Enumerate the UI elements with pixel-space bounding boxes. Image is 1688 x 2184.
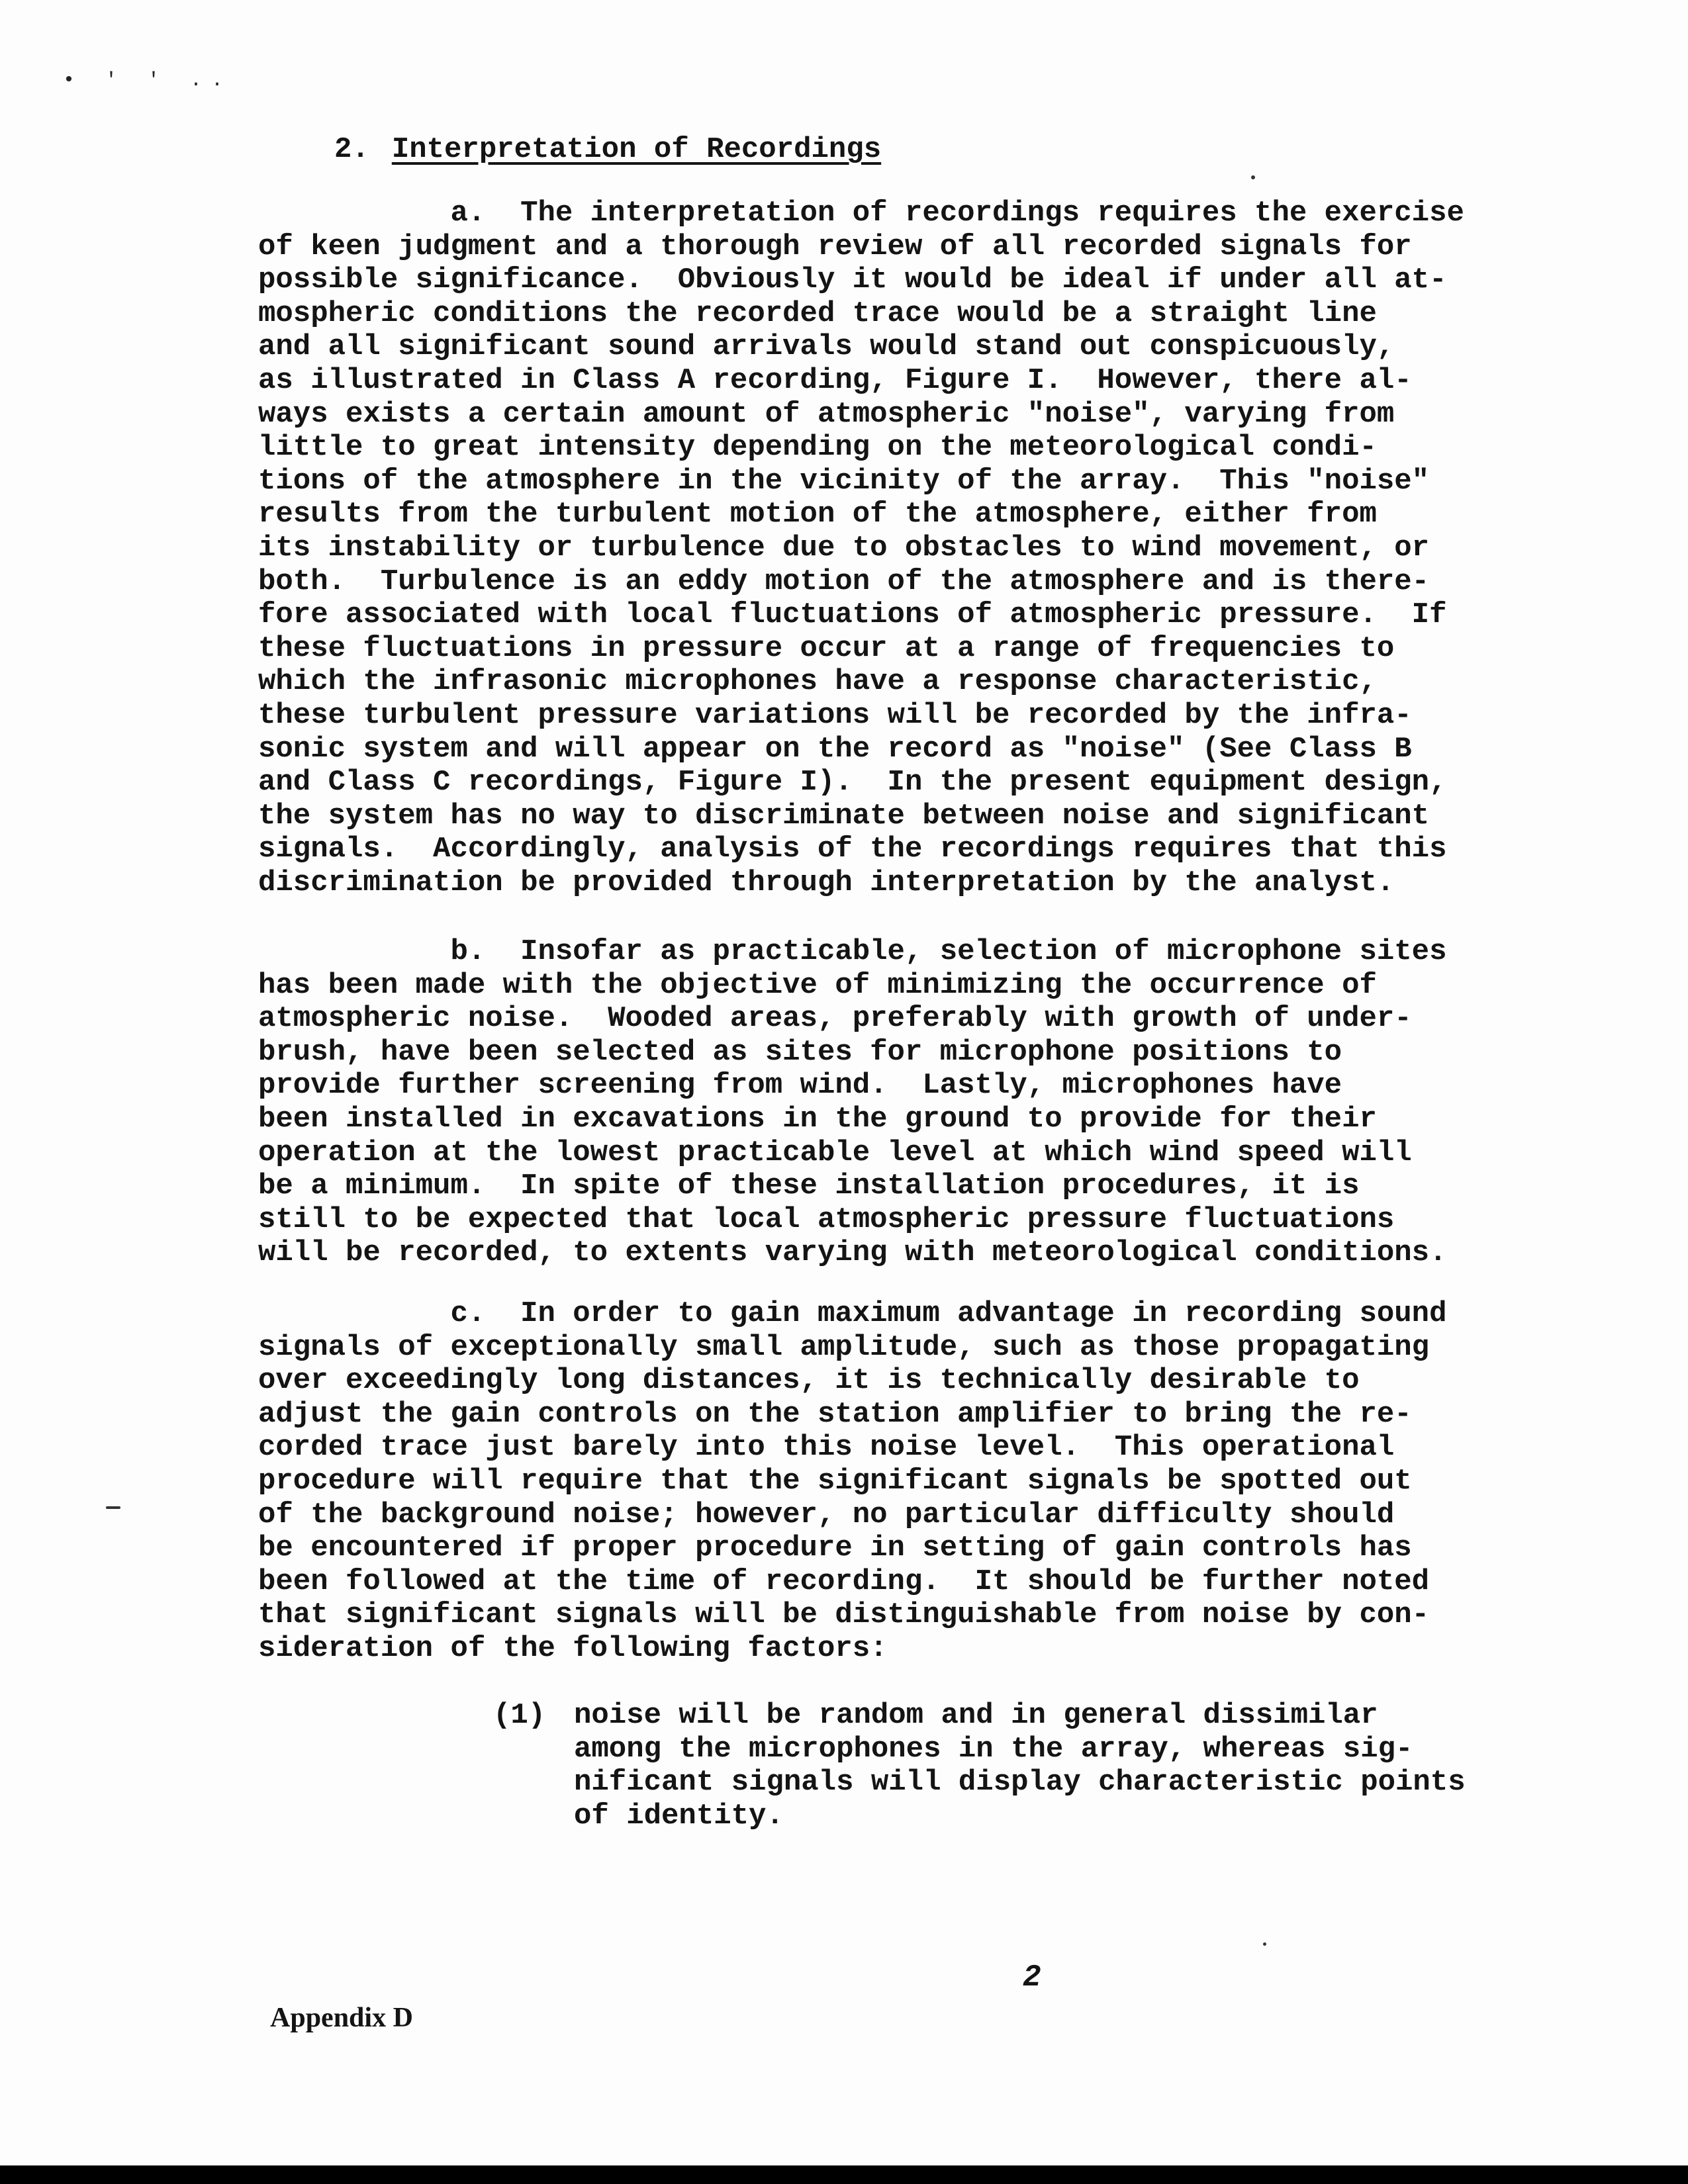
sub-item-1 bbox=[493, 1699, 1466, 1833]
text-line: be encountered if proper procedure in setting of gain controls has bbox=[258, 1531, 1412, 1565]
text-line: adjust the gain controls on the station amplifier to bring the re- bbox=[258, 1397, 1412, 1431]
text-line: provide further screening from wind. Lastly, microphones have bbox=[258, 1069, 1342, 1103]
text-line: sideration of the following factors: bbox=[258, 1631, 888, 1665]
paragraph-c bbox=[258, 1297, 1447, 1666]
text-line: its instability or turbulence due to obstacles to wind movement, or bbox=[258, 531, 1430, 565]
text-line: will be recorded, to extents varying with meteorological conditions. bbox=[258, 1236, 1447, 1270]
text-line: possible significance. Obviously it would be ideal if under all at- bbox=[258, 263, 1447, 297]
text-line: that significant signals will be distinguishable from noise by con- bbox=[258, 1598, 1430, 1632]
text-line: fore associated with local fluctuations of atmospheric pressure. If bbox=[258, 598, 1447, 632]
text-line: these fluctuations in pressure occur at a range of frequencies to bbox=[258, 631, 1395, 665]
sub-item-text bbox=[574, 1699, 1466, 1833]
text-line: and Class C recordings, Figure I). In the present equipment design, bbox=[258, 766, 1447, 799]
footer-appendix-label: Appendix D bbox=[270, 2003, 413, 2033]
text-line: of keen judgment and a thorough review of all recorded signals for bbox=[258, 230, 1412, 263]
text-line: these turbulent pressure variations will be recorded by the infra- bbox=[258, 698, 1412, 732]
text-line: of identity. bbox=[574, 1799, 784, 1833]
text-line: been installed in excavations in the ground to provide for their bbox=[258, 1102, 1377, 1136]
text-line: of the background noise; however, no particular difficulty should bbox=[258, 1498, 1395, 1531]
text-line: a. The interpretation of recordings requires the exercise bbox=[258, 197, 1464, 230]
section-heading bbox=[334, 130, 881, 169]
text-line: over exceedingly long distances, it is technically desirable to bbox=[258, 1364, 1360, 1398]
paragraph-a bbox=[258, 197, 1464, 899]
corner-marks: • ' ' .. bbox=[63, 69, 233, 92]
text-line: c. In order to gain maximum advantage in recording sound bbox=[258, 1297, 1447, 1330]
text-line: results from the turbulent motion of the atmosphere, either from bbox=[258, 498, 1377, 531]
text-line: as illustrated in Class A recording, Figure I. However, there al- bbox=[258, 363, 1412, 397]
text-line: still to be expected that local atmospheric pressure fluctuations bbox=[258, 1203, 1395, 1236]
text-line: the system has no way to discriminate between noise and significant bbox=[258, 799, 1430, 833]
text-line: both. Turbulence is an eddy motion of the atmosphere and is there- bbox=[258, 565, 1430, 598]
text-line: among the microphones in the array, whereas sig- bbox=[574, 1732, 1413, 1766]
scan-speck bbox=[1263, 1942, 1266, 1946]
text-line: discrimination be provided through interpretation by the analyst. bbox=[258, 866, 1395, 899]
scan-bottom-edge bbox=[0, 2165, 1688, 2184]
text-line: tions of the atmosphere in the vicinity of the array. This "noise" bbox=[258, 464, 1430, 498]
text-line: been followed at the time of recording. It should be further noted bbox=[258, 1565, 1430, 1598]
page-number: 2 bbox=[1023, 1960, 1041, 1995]
text-line: noise will be random and in general dissimilar bbox=[574, 1699, 1378, 1732]
text-line: ways exists a certain amount of atmospheric "noise", varying from bbox=[258, 397, 1395, 431]
text-line: corded trace just barely into this noise level. This operational bbox=[258, 1431, 1395, 1465]
sub-item-marker: (1) bbox=[493, 1699, 546, 1732]
text-line: operation at the lowest practicable level at which wind speed will bbox=[258, 1136, 1412, 1169]
text-line: brush, have been selected as sites for microphone positions to bbox=[258, 1035, 1342, 1069]
text-line: signals. Accordingly, analysis of the recordings requires that this bbox=[258, 833, 1447, 866]
text-line: be a minimum. In spite of these installation procedures, it is bbox=[258, 1169, 1360, 1203]
section-number: 2. bbox=[334, 133, 369, 166]
text-line: atmospheric noise. Wooded areas, preferably with growth of under- bbox=[258, 1002, 1412, 1036]
text-line: procedure will require that the significant signals be spotted out bbox=[258, 1464, 1412, 1498]
text-line: mospheric conditions the recorded trace would be a straight line bbox=[258, 296, 1377, 330]
text-line: sonic system and will appear on the record as "noise" (See Class B bbox=[258, 732, 1412, 766]
text-line: little to great intensity depending on the meteorological condi- bbox=[258, 431, 1377, 465]
text-line: and all significant sound arrivals would stand out conspicuously, bbox=[258, 330, 1395, 364]
text-line: signals of exceptionally small amplitude, such as those propagating bbox=[258, 1330, 1430, 1364]
text-line: nificant signals will display characteristic points bbox=[574, 1766, 1466, 1799]
section-title: Interpretation of Recordings bbox=[391, 133, 882, 166]
scan-speck bbox=[1251, 175, 1255, 179]
scan-speck bbox=[106, 1506, 120, 1509]
paragraph-b bbox=[258, 935, 1447, 1270]
text-line: which the infrasonic microphones have a response characteristic, bbox=[258, 665, 1377, 699]
text-line: has been made with the objective of minimizing the occurrence of bbox=[258, 968, 1377, 1002]
text-line: b. Insofar as practicable, selection of microphone sites bbox=[258, 935, 1447, 968]
